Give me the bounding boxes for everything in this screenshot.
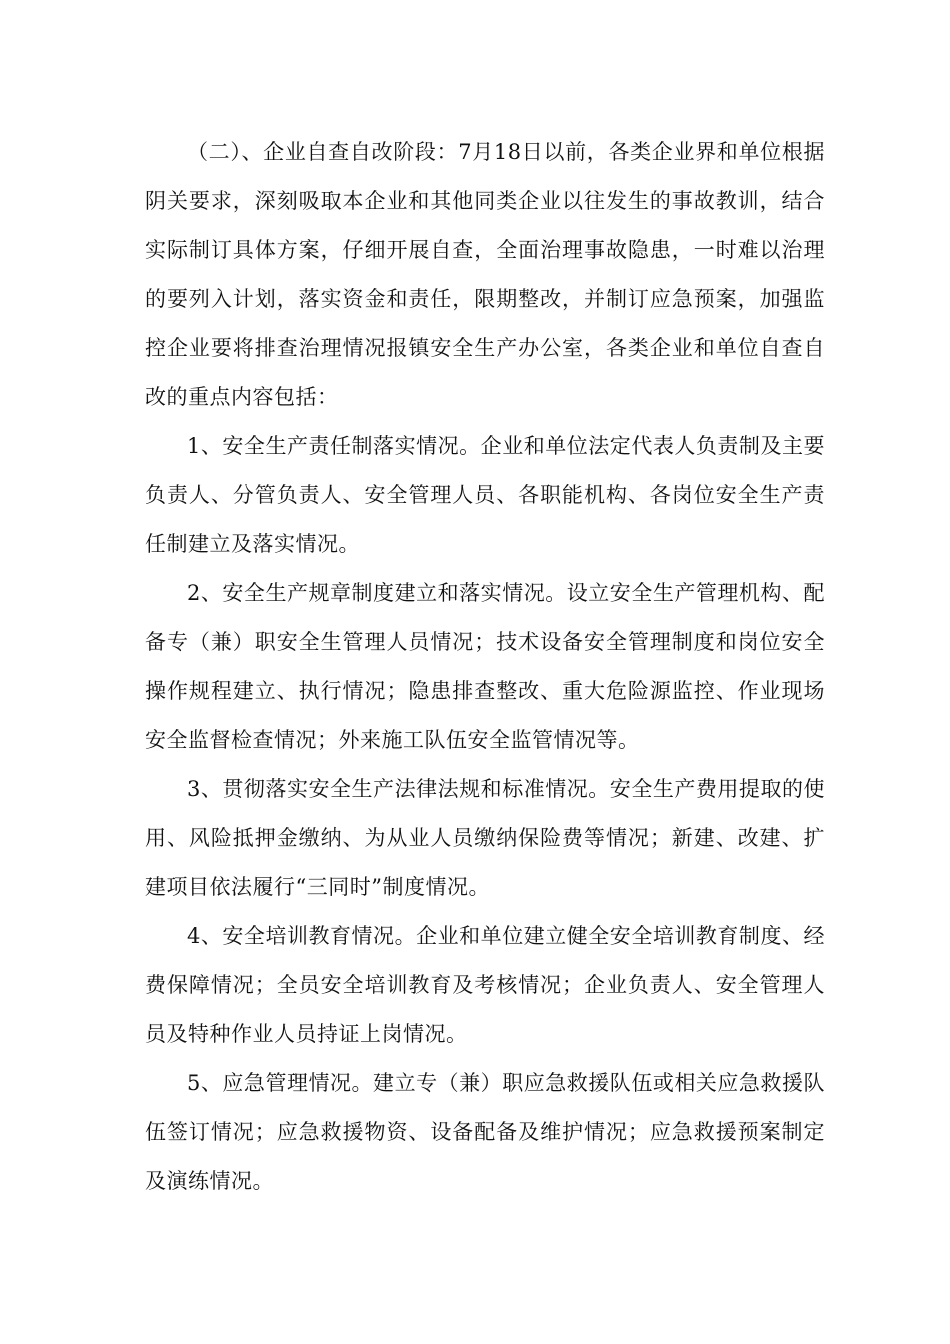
paragraph-item-3: 3、贯彻落实安全生产法律法规和标准情况。安全生产费用提取的使用、风险抵押金缴纳、为从业人员缴纳保险费等情况；新建、改建、扩建项目依法履行“三同时”制度情况。: [145, 777, 825, 899]
paragraph-item-4: 4、安全培训教育情况。企业和单位建立健全安全培训教育制度、经费保障情况；全员安全培训教育及考核情况；企业负责人、安全管理人员及特种作业人员持证上岗情况。: [145, 924, 825, 1046]
paragraph-item-2: 2、安全生产规章制度建立和落实情况。设立安全生产管理机构、配备专（兼）职安全生管理人员情况；技术设备安全管理制度和岗位安全操作规程建立、执行情况；隐患排查整改、重大危险源监控、作业现场安全监督检查情况；外来施工队伍安全监管情况等。: [145, 581, 825, 752]
paragraph-stage-two: （二）、企业自查自改阶段：7月18日以前，各类企业界和单位根据阴关要求，深刻吸取本企业和其他同类企业以往发生的事故教训，结合实际制订具体方案，仔细开展自查，全面治理事故隐患，一时难以治理的要列入计划，落实资金和责任，限期整改，并制订应急预案，加强监控企业要将排查治理情况报镇安全生产办公室，各类企业和单位自查自改的重点内容包括：: [145, 140, 825, 409]
paragraph-item-1: 1、安全生产责任制落实情况。企业和单位法定代表人负责制及主要负责人、分管负责人、安全管理人员、各职能机构、各岗位安全生产责任制建立及落实情况。: [145, 434, 825, 556]
paragraph-item-5: 5、应急管理情况。建立专（兼）职应急救援队伍或相关应急救援队伍签订情况；应急救援物资、设备配备及维护情况；应急救援预案制定及演练情况。: [145, 1071, 825, 1193]
document-body: [145, 128, 825, 1206]
